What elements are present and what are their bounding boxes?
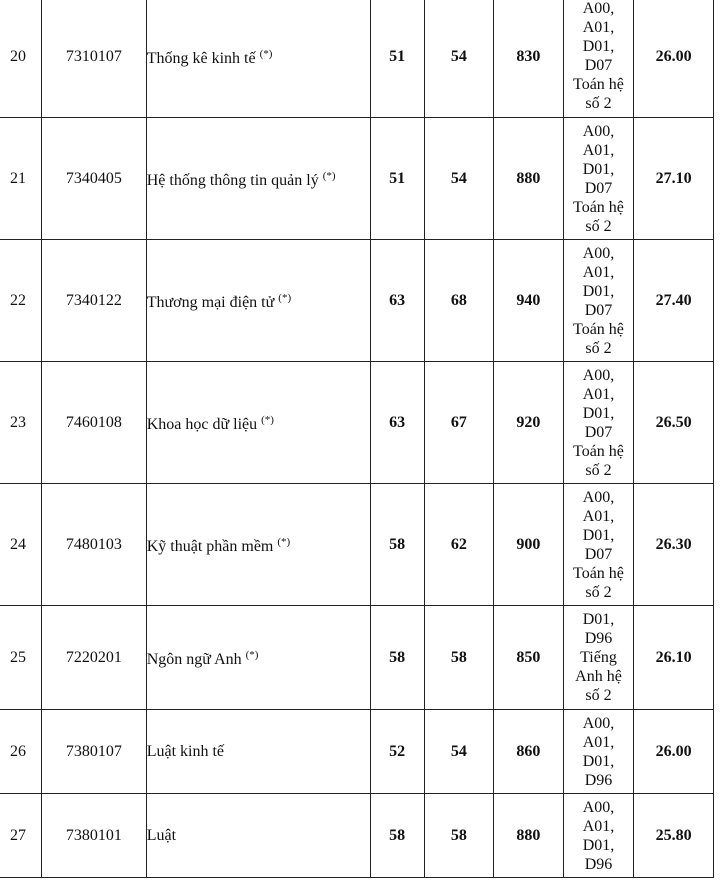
threshold-value: 880: [494, 118, 564, 240]
subject-combination-line: D01,: [582, 282, 615, 300]
table-row: [0, 484, 714, 606]
table-row: [0, 0, 714, 118]
subject-combination-line: A00,: [582, 122, 615, 140]
subject-combination-line: A00,: [582, 798, 615, 816]
quota-value-1: 51: [370, 0, 424, 118]
quota-value-1: 51: [370, 118, 424, 240]
row-number: 20: [0, 0, 42, 118]
major-code: 7380101: [42, 794, 147, 878]
row-number: 21: [0, 118, 42, 240]
row-number: 27: [0, 794, 42, 878]
subject-combination-line: số 2: [585, 583, 612, 601]
threshold-value: 920: [494, 362, 564, 484]
subject-combination-line: số 2: [585, 687, 612, 704]
quota-value-1: 58: [370, 484, 424, 606]
threshold-value: 850: [494, 606, 564, 710]
admission-score: 26.50: [634, 362, 714, 484]
subject-combination-line: A01,: [582, 507, 615, 525]
subject-combination-line: số 2: [585, 339, 612, 357]
major-name: Thương mại điện tử: [146, 294, 275, 311]
subject-combination-line: Toán hệ: [573, 442, 624, 460]
subject-combination-cell: [563, 118, 633, 240]
subject-combination-line: Toán hệ: [573, 198, 624, 216]
table-row: [0, 606, 714, 710]
subject-combination-cell: [563, 0, 633, 118]
footnote-mark: (*): [322, 170, 336, 182]
major-code: 7310107: [42, 0, 147, 118]
subject-combination-line: A01,: [582, 263, 615, 281]
major-code: 7220201: [42, 606, 147, 710]
major-code: 7380107: [42, 710, 147, 794]
major-name: Kỹ thuật phần mềm: [146, 538, 274, 555]
subject-combination-line: D01,: [582, 836, 615, 854]
subject-combination-line: D07: [584, 423, 613, 441]
major-name-cell: [146, 240, 370, 362]
threshold-value: 860: [494, 710, 564, 794]
admission-score: 26.30: [634, 484, 714, 606]
admission-score: 27.10: [634, 118, 714, 240]
quota-value-2: 68: [424, 240, 493, 362]
table-row: [0, 362, 714, 484]
subject-combination-line: A01,: [582, 141, 615, 159]
subject-combination-line: số 2: [585, 95, 612, 112]
row-number: 22: [0, 240, 42, 362]
major-name: Hệ thống thông tin quản lý: [146, 172, 319, 189]
table-row: [0, 118, 714, 240]
subject-combination-line: A00,: [582, 366, 615, 384]
major-name-cell: [146, 362, 370, 484]
subject-combination-line: Anh hệ: [575, 668, 622, 685]
major-name-cell: [146, 0, 370, 118]
footnote-mark: (*): [245, 649, 259, 661]
footnote-mark: (*): [259, 47, 273, 60]
major-name-cell: [146, 794, 370, 878]
threshold-value: 940: [494, 240, 564, 362]
admission-score: 26.00: [634, 0, 714, 118]
major-name: Khoa học dữ liệu: [146, 416, 258, 433]
admission-score: 26.00: [634, 710, 714, 794]
subject-combination-line: Toán hệ: [573, 76, 624, 93]
admission-score: 25.80: [634, 794, 714, 878]
quota-value-1: 52: [370, 710, 424, 794]
threshold-value: 830: [494, 0, 564, 118]
row-number: 26: [0, 710, 42, 794]
subject-combination-cell: [563, 362, 633, 484]
subject-combination-line: D07: [584, 57, 613, 74]
subject-combination-line: A00,: [582, 488, 615, 506]
subject-combination-cell: [563, 484, 633, 606]
subject-combination-line: A00,: [582, 244, 615, 262]
row-number: 25: [0, 606, 42, 710]
table-row: [0, 240, 714, 362]
quota-value-2: 54: [424, 710, 493, 794]
table-row: [0, 794, 714, 878]
subject-combination-line: D01,: [582, 38, 615, 55]
subject-combination-line: Tiếng: [580, 649, 617, 666]
subject-combination-line: D07: [584, 545, 613, 563]
footnote-mark: (*): [278, 292, 292, 304]
footnote-mark: (*): [277, 536, 291, 548]
major-name-cell: [146, 710, 370, 794]
subject-combination-line: số 2: [585, 461, 612, 479]
subject-combination-line: A00,: [582, 0, 615, 17]
quota-value-1: 58: [370, 606, 424, 710]
footnote-mark: (*): [261, 414, 274, 426]
subject-combination-line: D96: [584, 771, 613, 789]
major-name: Thống kê kinh tế: [146, 49, 256, 67]
quota-value-1: 58: [370, 794, 424, 878]
quota-value-2: 54: [424, 118, 493, 240]
major-name: Luật kinh tế: [146, 743, 225, 760]
quota-value-1: 63: [370, 240, 424, 362]
subject-combination-line: Toán hệ: [573, 564, 624, 582]
quota-value-2: 67: [424, 362, 493, 484]
subject-combination-line: A01,: [582, 733, 615, 751]
threshold-value: 900: [494, 484, 564, 606]
major-code: 7460108: [42, 362, 147, 484]
subject-combination-line: D07: [584, 179, 613, 197]
subject-combination-line: D07: [584, 301, 613, 319]
major-name-cell: [146, 606, 370, 710]
quota-value-2: 54: [424, 0, 493, 118]
major-code: 7480103: [42, 484, 147, 606]
subject-combination-cell: [563, 794, 633, 878]
major-name: Luật: [146, 827, 177, 844]
subject-combination-line: D96: [584, 630, 613, 647]
major-name-cell: [146, 118, 370, 240]
admission-score: 26.10: [634, 606, 714, 710]
major-name: Ngôn ngữ Anh: [146, 651, 242, 668]
row-number: 24: [0, 484, 42, 606]
subject-combination-line: D01,: [582, 611, 615, 628]
threshold-value: 880: [494, 794, 564, 878]
subject-combination-cell: [563, 240, 633, 362]
quota-value-2: 58: [424, 606, 493, 710]
quota-value-2: 62: [424, 484, 493, 606]
subject-combination-cell: [563, 606, 633, 710]
subject-combination-cell: [563, 710, 633, 794]
subject-combination-line: Toán hệ: [573, 320, 624, 338]
major-code: 7340405: [42, 118, 147, 240]
subject-combination-line: D01,: [582, 404, 615, 422]
subject-combination-line: D96: [584, 855, 613, 873]
admission-score: 27.40: [634, 240, 714, 362]
major-name-cell: [146, 484, 370, 606]
subject-combination-line: D01,: [582, 752, 615, 770]
subject-combination-line: A00,: [582, 714, 615, 732]
row-number: 23: [0, 362, 42, 484]
subject-combination-line: A01,: [582, 817, 615, 835]
quota-value-2: 58: [424, 794, 493, 878]
table-row: [0, 710, 714, 794]
subject-combination-line: D01,: [582, 526, 615, 544]
major-code: 7340122: [42, 240, 147, 362]
subject-combination-line: D01,: [582, 160, 615, 178]
subject-combination-line: A01,: [582, 385, 615, 403]
subject-combination-line: A01,: [582, 19, 615, 36]
subject-combination-line: số 2: [585, 217, 612, 235]
quota-value-1: 63: [370, 362, 424, 484]
